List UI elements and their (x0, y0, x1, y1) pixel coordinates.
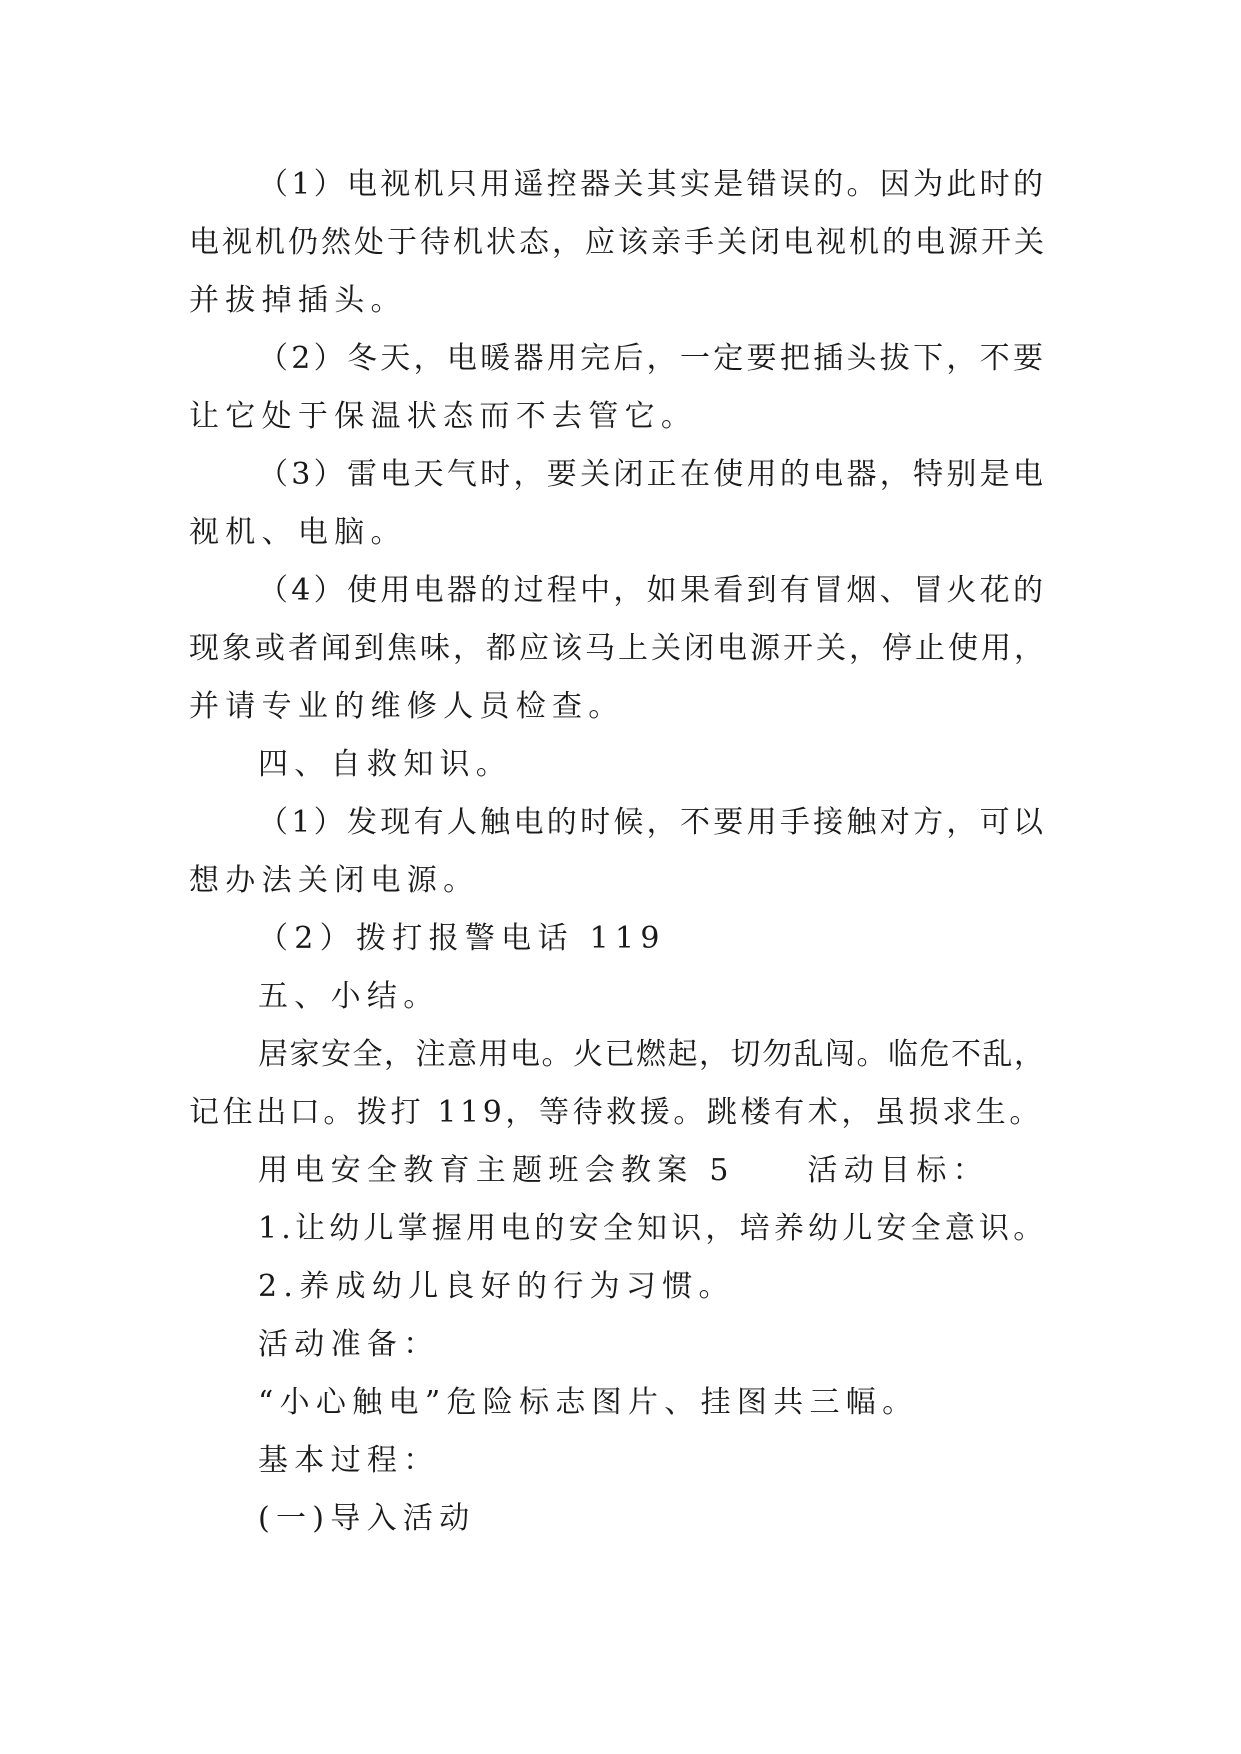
text-line: 视机、电脑。 (189, 515, 407, 550)
lesson-title: 用电安全教育主题班会教案 5 活动目标： (258, 1153, 989, 1188)
section-heading: 五、小结。 (258, 979, 440, 1014)
text-line: 让它处于保温状态而不去管它。 (189, 399, 698, 434)
text-line: （3）雷电天气时，要关闭正在使用的电器，特别是电 (258, 457, 1047, 492)
text-line: 并拔掉插头。 (189, 283, 407, 318)
text-line: （2）冬天，电暖器用完后，一定要把插头拔下，不要 (258, 341, 1047, 376)
text-line: 2.养成幼儿良好的行为习惯。 (258, 1269, 735, 1304)
section-heading: 四、自救知识。 (258, 747, 513, 782)
text-line: 并请专业的维修人员检查。 (189, 689, 625, 724)
text-line: （4）使用电器的过程中，如果看到有冒烟、冒火花的 (258, 573, 1047, 608)
text-line: 1.让幼儿掌握用电的安全知识，培养幼儿安全意识。 (258, 1211, 1048, 1246)
text-line: （1）电视机只用遥控器关其实是错误的。因为此时的 (258, 167, 1047, 202)
text-line: 记住出口。拨打 119，等待救援。跳楼有术，虽损求生。 (189, 1095, 1043, 1130)
text-line: 想办法关闭电源。 (189, 863, 480, 898)
section-heading: 基本过程： (258, 1443, 440, 1478)
text-line: 现象或者闻到焦味，都应该马上关闭电源开关，停止使用， (189, 631, 1047, 666)
section-heading: 活动准备： (258, 1327, 440, 1362)
text-line: “小心触电”危险标志图片、挂图共三幅。 (258, 1385, 919, 1420)
text-line: 居家安全，注意用电。火已燃起，切勿乱闯。临危不乱， (258, 1037, 1046, 1072)
text-line: （2）拨打报警电话 119 (258, 921, 666, 956)
text-line: （1）发现有人触电的时候，不要用手接触对方，可以 (258, 805, 1047, 840)
text-line: 电视机仍然处于待机状态，应该亲手关闭电视机的电源开关 (189, 225, 1047, 260)
text-line: (一)导入活动 (258, 1501, 476, 1536)
